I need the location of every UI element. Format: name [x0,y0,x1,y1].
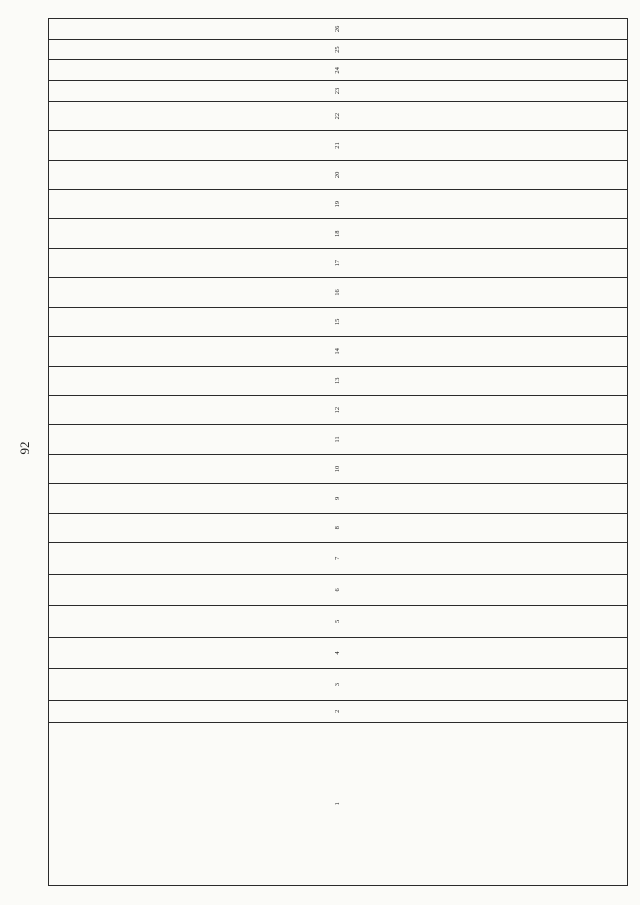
column-number: 14 [49,337,628,366]
column-number: 1 [49,722,628,885]
column-number: 17 [49,248,628,277]
column-number: 15 [49,307,628,336]
column-number: 10 [49,454,628,483]
column-number: 22 [49,101,628,130]
column-number-row [49,19,628,886]
column-number: 2 [49,700,628,722]
column-number: 13 [49,366,628,395]
register-table-body [49,19,628,886]
column-number: 24 [49,60,628,81]
column-number: 25 [49,39,628,60]
column-number: 5 [49,606,628,638]
rotated-table-container [48,18,628,886]
column-number: 7 [49,542,628,574]
column-number: 11 [49,425,628,454]
page-number: 92 [17,441,32,455]
column-number: 26 [49,19,628,40]
column-number: 20 [49,160,628,189]
column-number: 9 [49,484,628,513]
column-number: 23 [49,81,628,102]
column-number: 8 [49,513,628,542]
column-number: 6 [49,574,628,606]
column-number: 16 [49,278,628,307]
column-number: 12 [49,395,628,424]
column-number: 4 [49,637,628,669]
column-number: 21 [49,131,628,160]
column-number: 3 [49,669,628,701]
column-number: 18 [49,219,628,248]
column-number: 19 [49,190,628,219]
register-table [48,18,628,886]
